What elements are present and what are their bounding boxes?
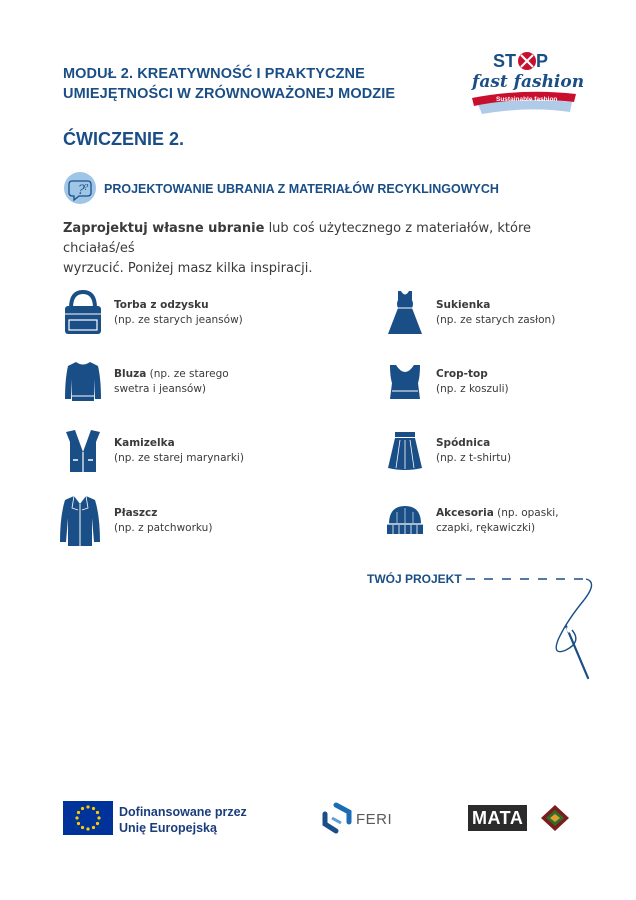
module-title: MODUŁ 2. KREATYWNOŚĆ I PRAKTYCZNE UMIEJĘTNOŚCI W ZRÓWNOWAŻONEJ MODZIE bbox=[63, 66, 396, 102]
task-title: PROJEKTOWANIE UBRANIA Z MATERIAŁÓW RECYKLINGOWYCH bbox=[104, 182, 499, 196]
crop-top-icon bbox=[385, 359, 425, 405]
coat-icon bbox=[58, 494, 102, 550]
logo-stop-end: P bbox=[536, 51, 549, 71]
svg-text:?: ? bbox=[84, 183, 89, 192]
question-bubble-icon bbox=[63, 171, 97, 205]
eu-text-line1: Dofinansowane przez bbox=[119, 805, 247, 819]
sweater-icon bbox=[63, 359, 103, 405]
skirt-icon bbox=[385, 428, 425, 474]
dress-icon bbox=[385, 290, 425, 336]
logo-tagline: Sustainable fashion bbox=[496, 96, 558, 103]
eu-flag-icon bbox=[63, 801, 113, 835]
eu-text-line2: Unię Europejską bbox=[119, 821, 217, 835]
logo-fast-fashion: fast fashion bbox=[472, 72, 585, 92]
intro-text: Zaprojektuj własne ubranie lub coś użytecznego z materiałów, które chciałaś/eś wyrzucić. Poniżej masz kilka inspiracji. bbox=[63, 221, 531, 276]
vest-icon bbox=[63, 428, 103, 474]
mata-text: MATA bbox=[468, 805, 527, 831]
svg-text:?: ? bbox=[78, 183, 85, 198]
exercise-title: ĆWICZENIE 2. bbox=[63, 129, 185, 149]
bag-icon bbox=[63, 290, 103, 336]
logo-stop-text: ST bbox=[493, 51, 517, 71]
mata-emblem-icon bbox=[540, 804, 570, 832]
needle-thread-icon bbox=[466, 570, 601, 685]
feri-text: FERI bbox=[356, 811, 393, 828]
beanie-icon bbox=[385, 498, 425, 544]
feri-mark-icon bbox=[320, 802, 354, 836]
stop-fast-fashion-logo bbox=[468, 44, 585, 118]
project-label: TWÓJ PROJEKT bbox=[367, 572, 462, 586]
